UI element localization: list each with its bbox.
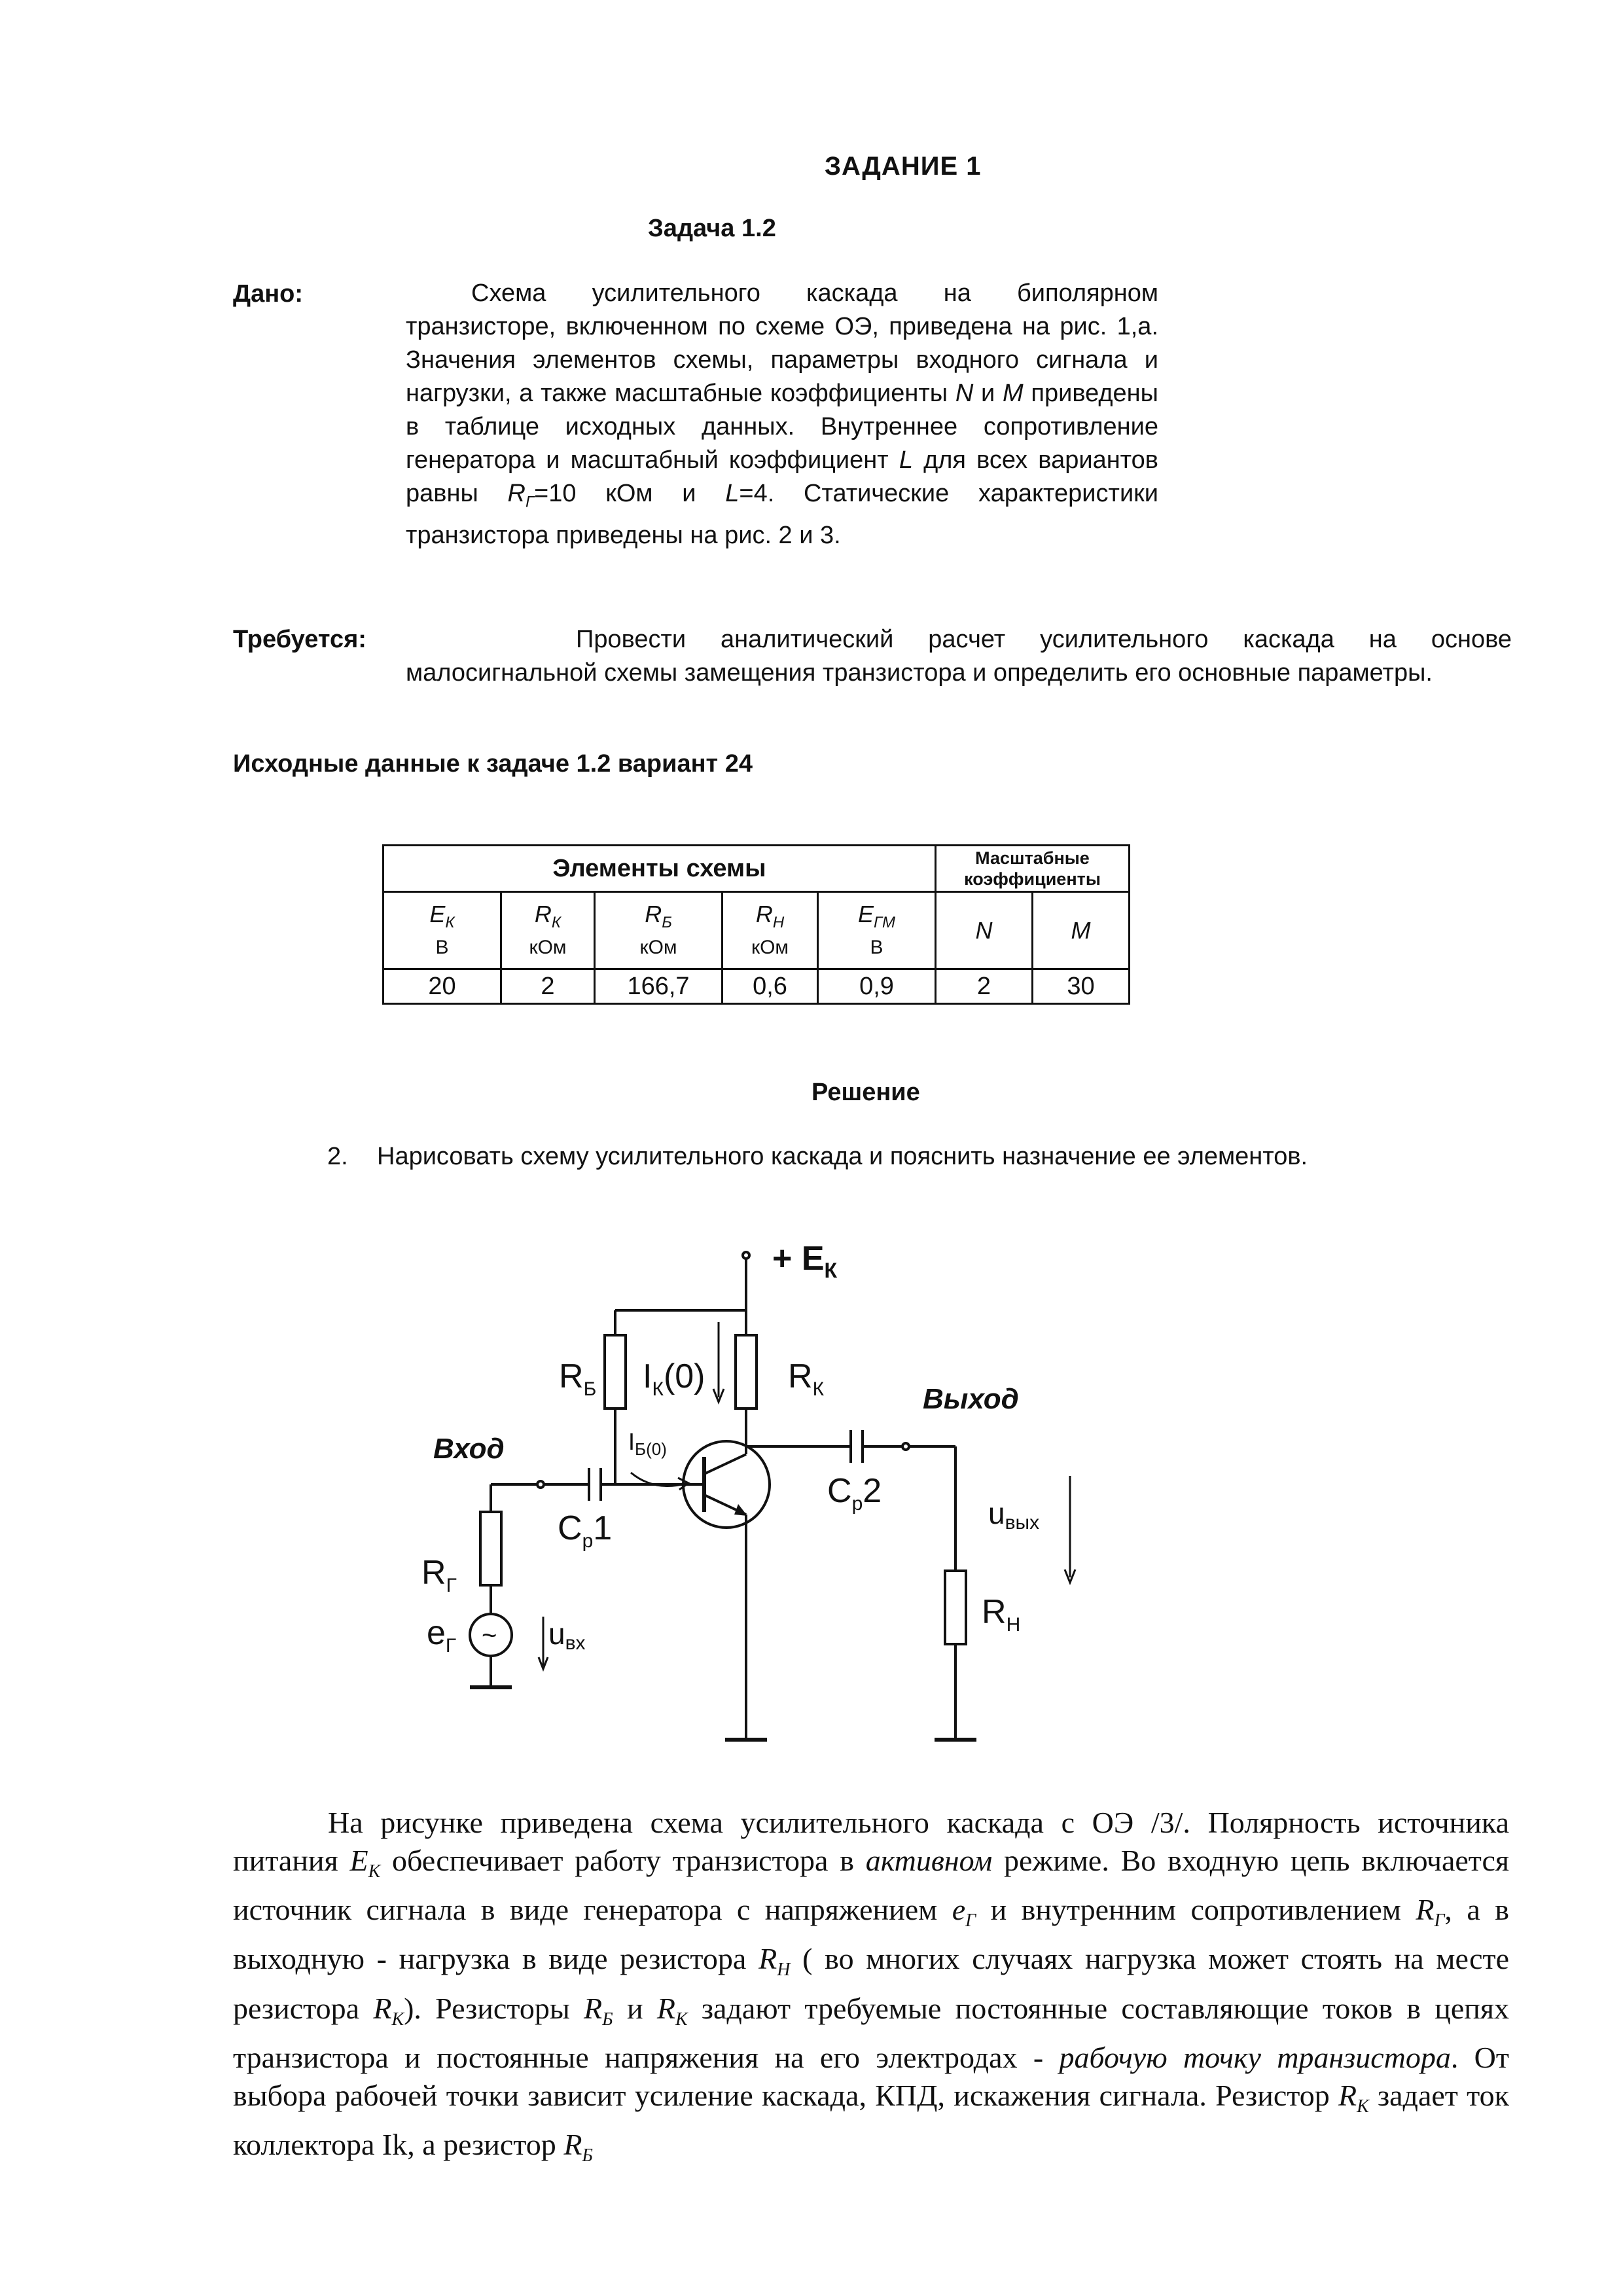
task-subtitle: Задача 1.2 [648, 215, 776, 242]
parameters-table [382, 844, 1130, 1005]
given-paragraph: Схема усилительного каскада на биполярном транзисторе, включенном по схеме ОЭ, приведена на рис. 1,а. Значения элементов схемы, параметры входного сигнала и нагрузки, а также масштабные коэффициенты N и M приведены в таблице исходных данных. Внутреннее сопротивление генератора и масштабный коэффициент L для всех вариантов равны $R_Г=10$ кОм и L=4. Статические характеристики транзистора приведены на рис. 2 и 3. [406, 279, 1159, 549]
table-value-egm: 0,9 [818, 969, 936, 1004]
label-ik0: $I_К(0)$ [643, 1357, 705, 1400]
given-label: Дано: [233, 280, 304, 308]
required-label: Требуется: [233, 626, 366, 653]
label-output: Выход [923, 1383, 1019, 1415]
table-header-coefficients: Масштабные коэффициенты [936, 846, 1130, 892]
label-input: Вход [433, 1433, 505, 1465]
table-value-rk: 2 [501, 969, 595, 1004]
step-number: 2. [327, 1143, 348, 1170]
page-title: ЗАДАНИЕ 1 [825, 152, 982, 181]
table-col-ek: $E_К$ В [383, 892, 501, 969]
table-value-rn: 0,6 [722, 969, 818, 1004]
label-rb: $R_Б$ [559, 1357, 597, 1400]
label-cp1: $C_р1$ [558, 1509, 613, 1552]
label-rn: $R_Н$ [982, 1593, 1021, 1636]
label-uin: uвх [548, 1617, 586, 1654]
table-col-rb: $R_Б$ кОм [595, 892, 722, 969]
label-ib0: $I_{Б(0)}$ [628, 1428, 667, 1459]
terminal-supply [743, 1252, 749, 1259]
amplifier-schematic [380, 1230, 1099, 1767]
required-paragraph: Провести аналитический расчет усилительного каскада на основе малосигнальной схемы замещения транзистора и определить его основные параметры. [406, 626, 1512, 687]
transistor-collector-lead [704, 1454, 746, 1474]
table-value-m: 30 [1033, 969, 1130, 1004]
resistor-rn [945, 1571, 966, 1644]
data-heading: Исходные данные к задаче 1.2 вариант 24 [233, 750, 753, 778]
label-eg: $e_Г$ [427, 1614, 457, 1657]
table-header-elements: Элементы схемы [383, 846, 936, 892]
label-rg: $R_Г$ [421, 1554, 457, 1596]
step-text: Нарисовать схему усилительного каскада и пояснить назначение ее элементов. [377, 1143, 1308, 1170]
terminal-output [902, 1443, 909, 1450]
source-tilde: ~ [482, 1621, 497, 1650]
terminal-input [537, 1481, 544, 1488]
label-rk: $R_К$ [788, 1357, 825, 1400]
resistor-rb [605, 1335, 626, 1408]
table-col-egm: $E_{ГМ}$ В [818, 892, 936, 969]
table-value-rb: 166,7 [595, 969, 722, 1004]
solution-heading: Решение [812, 1079, 920, 1106]
emitter-arrowhead [734, 1504, 747, 1516]
table-value-n: 2 [936, 969, 1033, 1004]
body-paragraph: На рисунке приведена схема усилительного каскада с ОЭ /3/. Полярность источника питания $E_К$ обеспечивает работу транзистора в активном режиме. Во входную цепь включается источник сигнала в виде генератора с напряжением $e_Г$ и внутренним сопротивлением $R_Г$, а в выходную - нагрузка в виде резистора $R_Н$ ( во многих случаях нагрузка может стоять на месте резистора $R_К$). Резисторы $R_Б$ и $R_К$ задают требуемые постоянные составляющие токов в цепях транзистора и постоянные напряжения на его электродах - рабочую точку транзистора. От выбора рабочей точки зависит усиление каскада, КПД, искажения сигнала. Резистор $R_К$ задает ток коллектора Ik, а резистор $R_Б$ [233, 1806, 1510, 2166]
table-value-ek: 20 [383, 969, 501, 1004]
table-col-n: N [936, 892, 1033, 969]
table-col-m: M [1033, 892, 1130, 969]
table-col-rn: $R_Н$ кОм [722, 892, 818, 969]
table-col-rk: $R_К$ кОм [501, 892, 595, 969]
label-cp2: $C_р2$ [827, 1472, 882, 1515]
label-uout: uвых [988, 1496, 1040, 1534]
resistor-rg [480, 1512, 501, 1585]
resistor-rk [736, 1335, 757, 1408]
label-supply-ek: + $E_К$ [772, 1240, 838, 1282]
